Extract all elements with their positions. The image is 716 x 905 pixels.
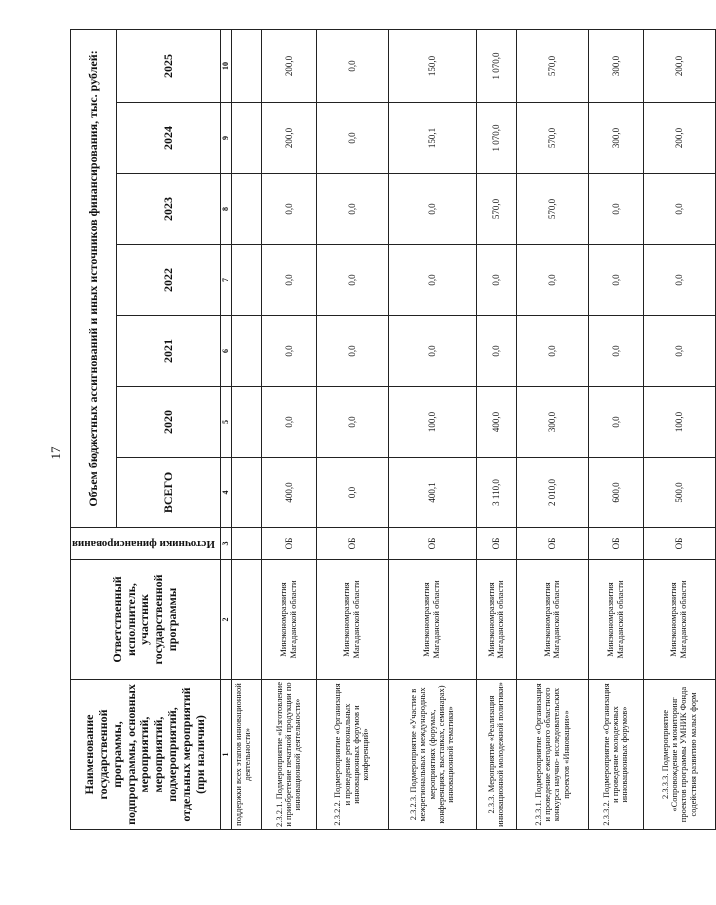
table-row — [476, 29, 516, 829]
row-2020 — [231, 387, 261, 458]
row-name: 2.3.2.3. Подмероприятие «Участие в межрегиональных и международных мероприятиях (форумах, конференциях, выставках, семинарах) инновационной тематики» — [388, 680, 476, 830]
header-year-2020: 2020 — [117, 387, 220, 458]
column-number: 3 — [220, 528, 231, 560]
row-source: ОБ — [588, 528, 643, 560]
column-number: 5 — [220, 387, 231, 458]
row-2024: 570,0 — [516, 103, 588, 174]
financing-table-rotated — [70, 30, 698, 830]
table-row — [316, 29, 388, 829]
row-2024 — [231, 103, 261, 174]
row-2025 — [231, 29, 261, 102]
row-2022: 0,0 — [388, 245, 476, 316]
row-2025: 1 070,0 — [476, 29, 516, 102]
header-source-text: Источники финансирования — [72, 537, 215, 550]
header-total: ВСЕГО — [117, 458, 220, 528]
row-2025: 0,0 — [316, 29, 388, 102]
row-2024: 150,1 — [388, 103, 476, 174]
column-number: 10 — [220, 29, 231, 102]
row-2022: 0,0 — [643, 245, 715, 316]
column-number-row — [220, 29, 231, 829]
row-source: ОБ — [643, 528, 715, 560]
row-executor: Минэкономразвития Магаданской области — [476, 560, 516, 680]
row-source: ОБ — [388, 528, 476, 560]
header-year-2021: 2021 — [117, 316, 220, 387]
header-year-2022: 2022 — [117, 245, 220, 316]
header-year-2023: 2023 — [117, 174, 220, 245]
row-2024: 200,0 — [261, 103, 316, 174]
row-2022: 0,0 — [516, 245, 588, 316]
row-2021: 0,0 — [643, 316, 715, 387]
row-2022: 0,0 — [588, 245, 643, 316]
page-number: 17 — [48, 446, 63, 460]
row-2024: 0,0 — [316, 103, 388, 174]
row-2021: 0,0 — [261, 316, 316, 387]
row-2020: 0,0 — [588, 387, 643, 458]
row-2022: 0,0 — [316, 245, 388, 316]
row-2020: 400,0 — [476, 387, 516, 458]
table-row — [588, 29, 643, 829]
row-2021: 0,0 — [316, 316, 388, 387]
row-2025: 200,0 — [261, 29, 316, 102]
row-name: 2.3.2.1. Подмероприятие «Изготовление и приобретение печатной продукции по инновационной деятельности» — [261, 680, 316, 830]
column-number: 2 — [220, 560, 231, 680]
row-total: 600,0 — [588, 458, 643, 528]
row-2020: 0,0 — [261, 387, 316, 458]
header-name: Наименование государственной программы, подпрограммы, основных мероприятий, мероприятий, подмероприятий, отдельных мероприятий (при наличии) — [71, 680, 221, 830]
row-2020: 100,0 — [388, 387, 476, 458]
row-2024: 300,0 — [588, 103, 643, 174]
row-2020: 0,0 — [316, 387, 388, 458]
row-2025: 200,0 — [643, 29, 715, 102]
column-number: 1 — [220, 680, 231, 830]
row-source: ОБ — [261, 528, 316, 560]
row-2021: 0,0 — [476, 316, 516, 387]
financing-table — [70, 29, 716, 830]
header-source — [71, 528, 221, 560]
column-number: 9 — [220, 103, 231, 174]
row-executor: Минэкономразвития Магаданской области — [516, 560, 588, 680]
row-2022: 0,0 — [261, 245, 316, 316]
row-2020: 300,0 — [516, 387, 588, 458]
row-2021: 0,0 — [588, 316, 643, 387]
row-total: 400,1 — [388, 458, 476, 528]
row-2023: 570,0 — [476, 174, 516, 245]
header-executor: Ответственный исполнитель, участник государственной программы — [71, 560, 221, 680]
row-total: 2 010,0 — [516, 458, 588, 528]
table-row — [516, 29, 588, 829]
row-executor — [231, 560, 261, 680]
row-2022: 0,0 — [476, 245, 516, 316]
row-2021: 0,0 — [516, 316, 588, 387]
row-total: 400,0 — [261, 458, 316, 528]
header-year-2024: 2024 — [117, 103, 220, 174]
column-number: 7 — [220, 245, 231, 316]
row-2023 — [231, 174, 261, 245]
row-2024: 200,0 — [643, 103, 715, 174]
row-source: ОБ — [316, 528, 388, 560]
row-executor: Минэкономразвития Магаданской области — [588, 560, 643, 680]
column-number: 6 — [220, 316, 231, 387]
row-2021 — [231, 316, 261, 387]
row-executor: Минэкономразвития Магаданской области — [643, 560, 715, 680]
row-2020: 100,0 — [643, 387, 715, 458]
row-2023: 0,0 — [643, 174, 715, 245]
row-2025: 570,0 — [516, 29, 588, 102]
row-executor: Минэкономразвития Магаданской области — [316, 560, 388, 680]
row-source — [231, 528, 261, 560]
row-2025: 150,0 — [388, 29, 476, 102]
row-2023: 0,0 — [316, 174, 388, 245]
row-name: 2.3.3.3. Подмероприятие «Сопровождение и мониторинг проектов программы УМНИК Фонда содействия развитию малых форм — [643, 680, 715, 830]
row-2023: 0,0 — [261, 174, 316, 245]
row-total: 500,0 — [643, 458, 715, 528]
row-total: 0,0 — [316, 458, 388, 528]
row-name: 2.3.3.1. Подмероприятие «Организация и проведение ежегодного областного конкурса научно- исследовательских проектов «Инновации»» — [516, 680, 588, 830]
row-2023: 0,0 — [388, 174, 476, 245]
row-2022 — [231, 245, 261, 316]
row-executor: Минэкономразвития Магаданской области — [261, 560, 316, 680]
row-name: 2.3.3. Мероприятие «Реализация инновационной молодежной политики» — [476, 680, 516, 830]
row-name: 2.3.3.2. Подмероприятие «Организация и проведение молодежных инновационных форумов» — [588, 680, 643, 830]
row-total — [231, 458, 261, 528]
row-name: поддержки всех этапов инновационной деятельности» — [231, 680, 261, 830]
table-row — [261, 29, 316, 829]
table-row — [388, 29, 476, 829]
column-number: 4 — [220, 458, 231, 528]
row-2023: 570,0 — [516, 174, 588, 245]
row-name: 2.3.2.2. Подмероприятие «Организация и проведение региональных инновационных форумов и конференций» — [316, 680, 388, 830]
row-2023: 0,0 — [588, 174, 643, 245]
row-source: ОБ — [476, 528, 516, 560]
table-row — [643, 29, 715, 829]
table-row — [231, 29, 261, 829]
header-funding: Объем бюджетных ассигнований и иных источников финансирования, тыс. рублей: — [71, 29, 117, 527]
row-executor: Минэкономразвития Магаданской области — [388, 560, 476, 680]
row-2025: 300,0 — [588, 29, 643, 102]
row-total: 3 110,0 — [476, 458, 516, 528]
header-year-2025: 2025 — [117, 29, 220, 102]
column-number: 8 — [220, 174, 231, 245]
row-2024: 1 070,0 — [476, 103, 516, 174]
row-source: ОБ — [516, 528, 588, 560]
row-2021: 0,0 — [388, 316, 476, 387]
